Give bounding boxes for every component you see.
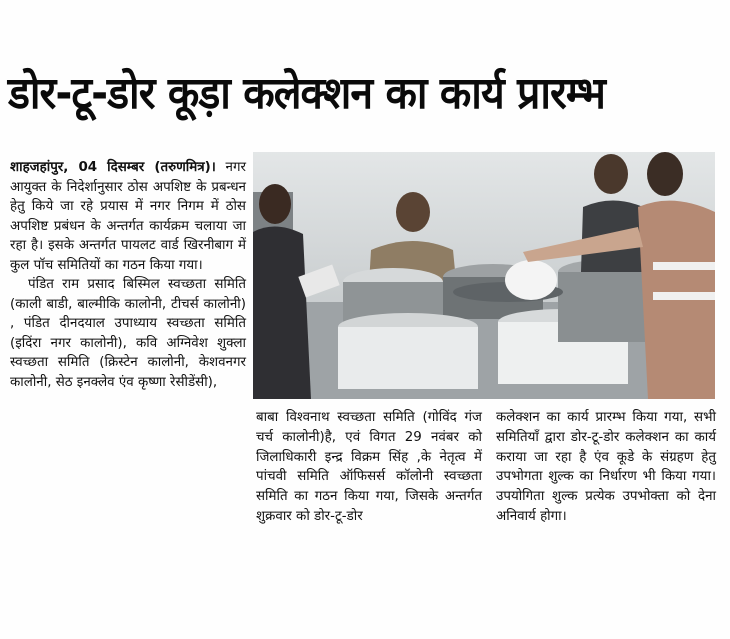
news-photo-icon — [253, 152, 715, 399]
lead-paragraph — [10, 158, 246, 275]
dateline: शाहजहांपुर, 04 दिसम्बर (तरुणमित्र)। — [10, 160, 216, 175]
column-3-text: कलेक्शन का कार्य प्रारम्भ किया गया, सभी समितियॉं द्वारा डोर-टू-डोर कलेक्शन का कार्य कराया जा रहा है एंव कूडे के संग्रहण हेतु उपभोगता शुल्क का निर्धारण भी किया गया। उपयोगिता शुल्क प्रत्येक उपभोक्ता को देना अनिवार्य होगा। — [496, 410, 716, 524]
news-photo — [253, 152, 715, 399]
article-column-1 — [10, 158, 246, 392]
article-column-2 — [256, 408, 482, 527]
lead-text: नगर आयुक्त के निदेर्शानुसार ठोस अपशिष्ट के प्रबन्धन हेतु किये जा रहे प्रयास में नगर निगम में ठोस अपशिष्ट प्रबंधन के अन्तर्गत कार्यक्रम चलाया जा रहा है। इसके अन्तर्गत पायलट वार्ड खिरनीबाग में कुल पॉच समितियों का गठन किया गया। — [10, 160, 246, 273]
headline: डोर-टू-डोर कूड़ा कलेक्शन का कार्य प्रारम्भ — [8, 68, 606, 119]
article-column-3 — [496, 408, 716, 527]
column-2-text: बाबा विश्वनाथ स्वच्छता समिति (गोविंद गंज चर्च कालोनी)है, एवं विगत 29 नवंबर को जिलाधिकारी इन्द्र विक्रम सिंह ,के नेतृत्व में पांचवी समिति ऑफिसर्स कॉलोनी स्वच्छता समिति का गठन किया गया, जिसके अन्तर्गत शुक्रवार को डोर-टू-डोर — [256, 410, 482, 524]
column-1-paragraph-2: पंडित राम प्रसाद बिस्मिल स्वच्छता समिति (काली बाडी, बाल्मीकि कालोनी, टीचर्स कालोनी) , पंडित दीनदयाल उपाध्याय स्वच्छता समिति (इदिंरा नगर कालोनी), कवि अग्निवेश शुक्ला स्वच्छता समिति (क्रिस्टेन कालोनी, केशवनगर कालोनी, सेठ इनक्लेव एंव कृष्णा रेसीडेंसी), — [10, 277, 246, 390]
